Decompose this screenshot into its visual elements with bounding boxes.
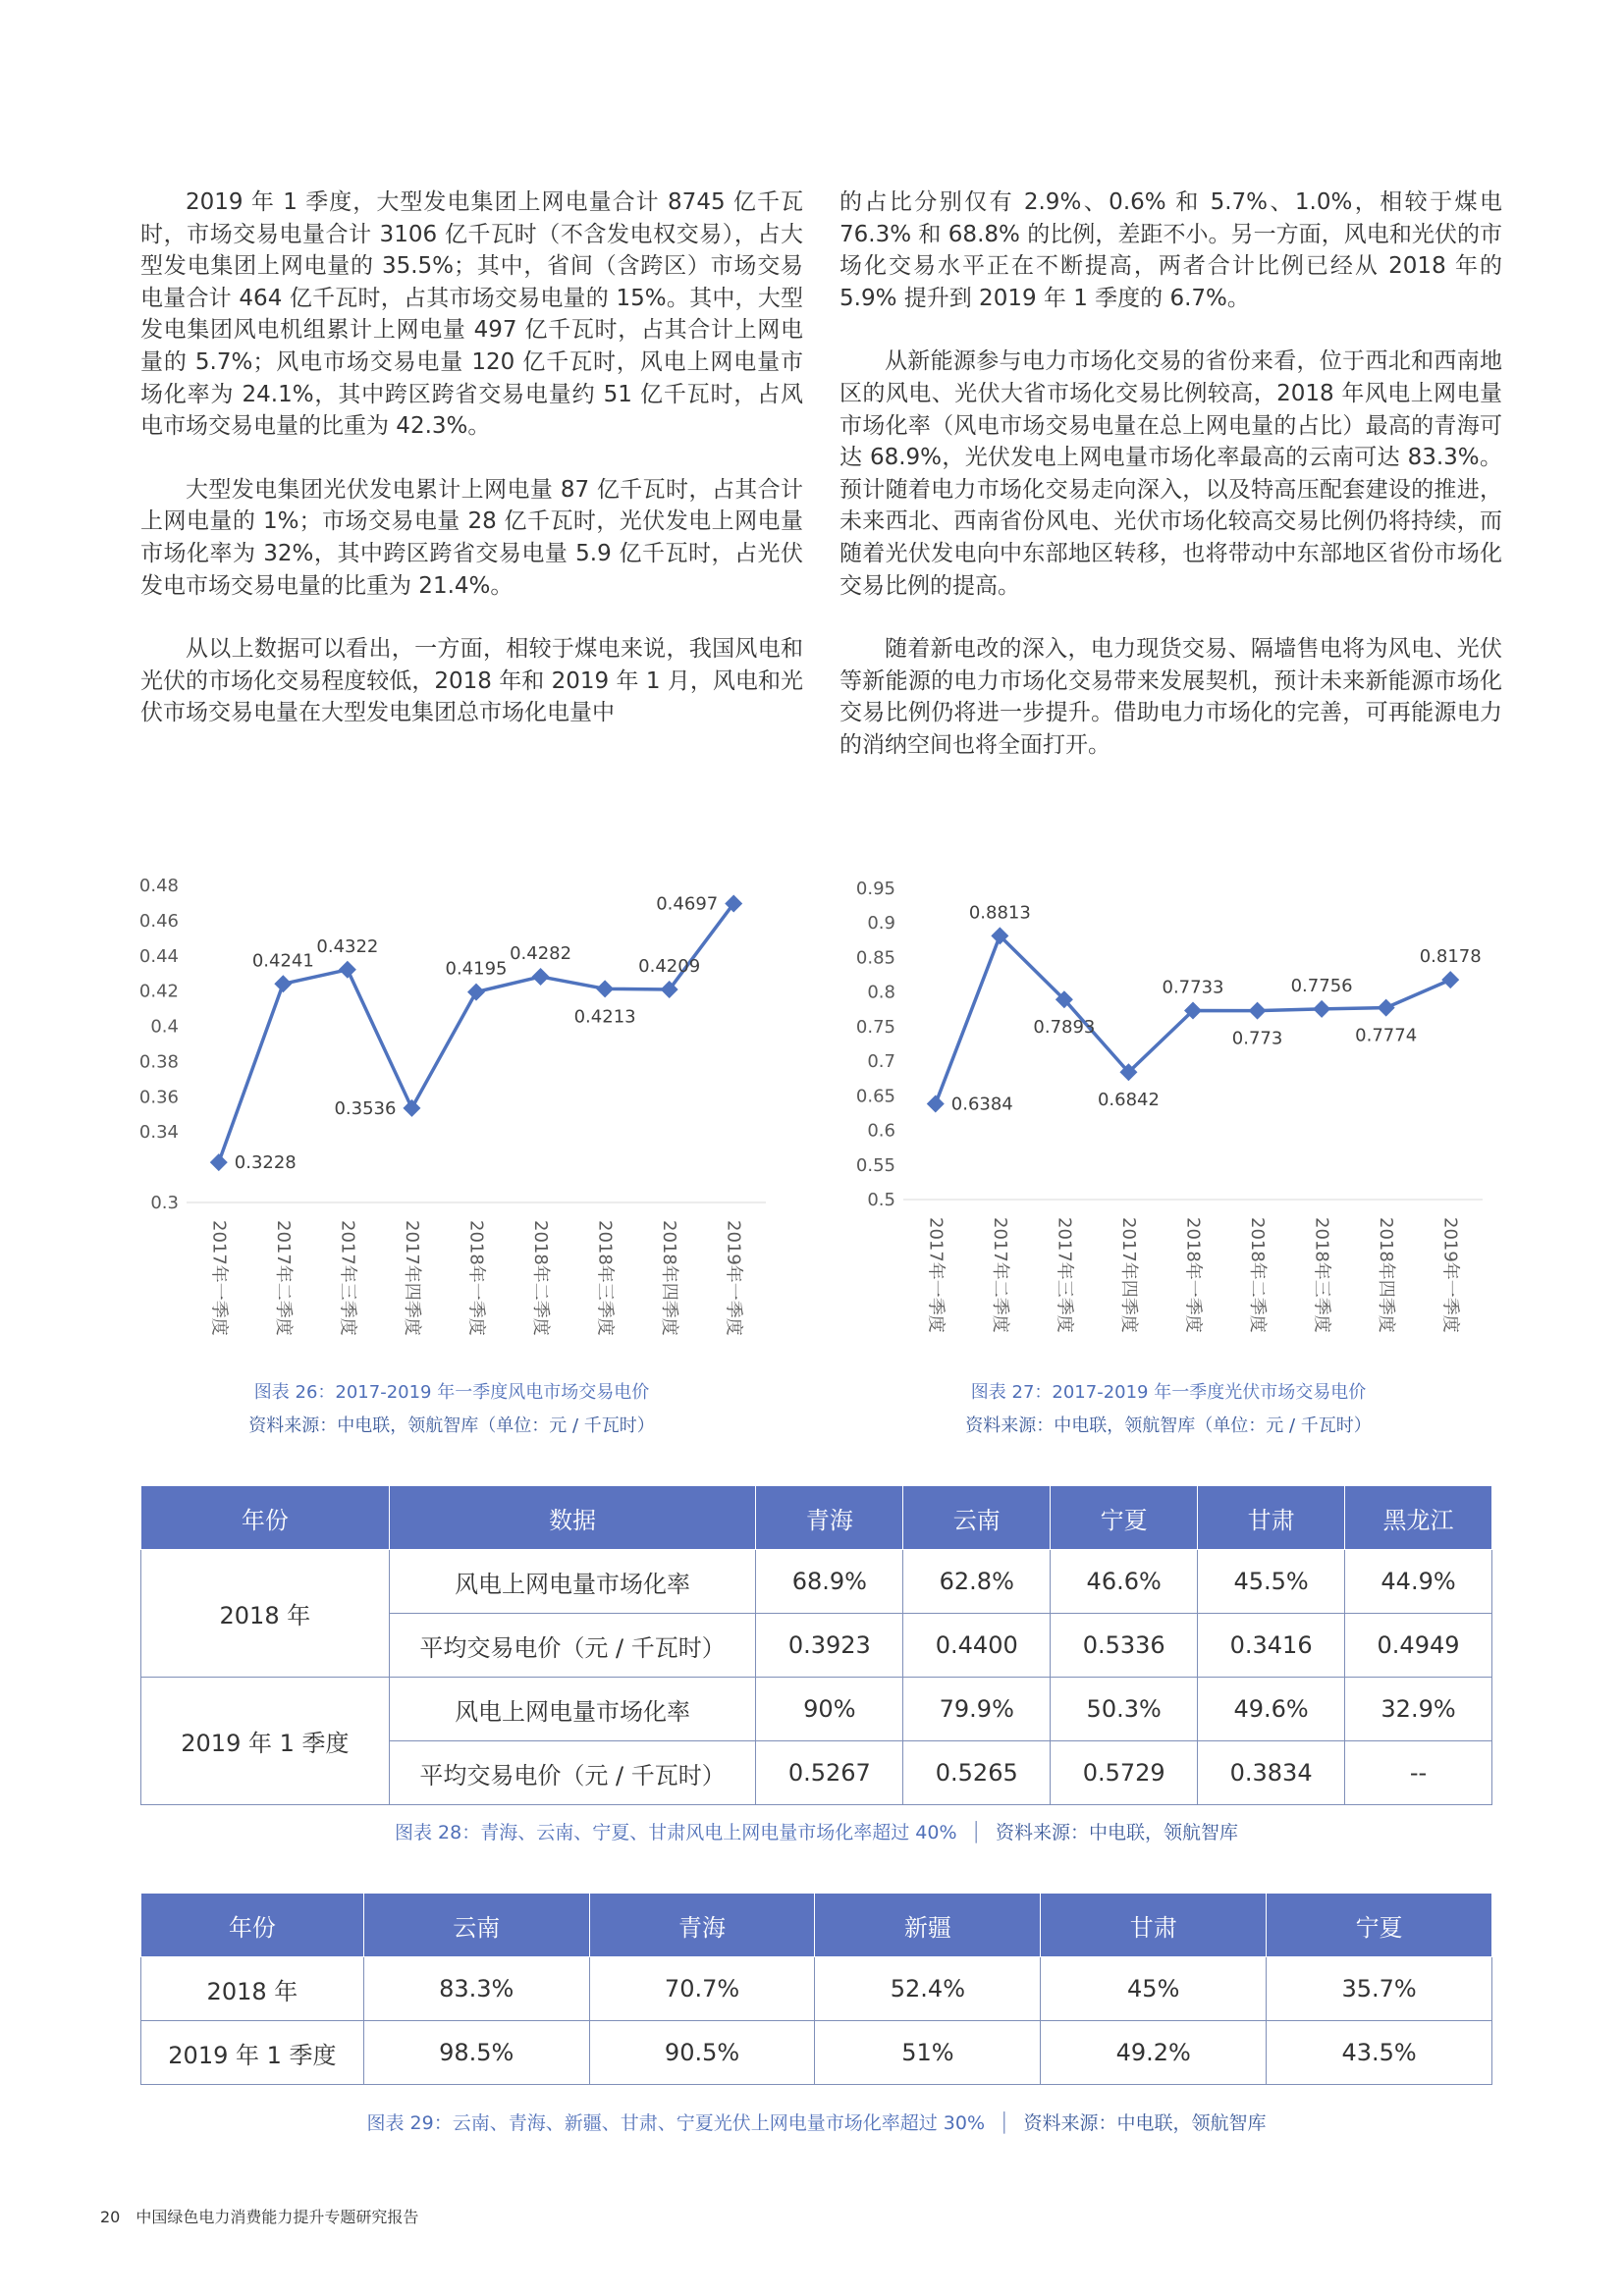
- caption-separator: │: [970, 1822, 982, 1843]
- paragraph: 的占比分别仅有 2.9%、0.6% 和 5.7%、1.0%，相较于煤电 76.3% 和 68.8% 的比例，差距不小。另一方面，风电和光伏的市场化交易水平正在不断提高，两者合计比例已经从 2018 年的 5.9% 提升到 2019 年 1 季度的 6.7%。: [839, 189, 1502, 311]
- table-header: 年份: [141, 1486, 390, 1550]
- data-point: [596, 980, 614, 997]
- table-header: 甘肃: [1041, 1894, 1267, 1957]
- data-point: [1378, 999, 1395, 1017]
- y-tick-label: 0.55: [855, 1154, 895, 1176]
- table-header: 甘肃: [1198, 1486, 1345, 1550]
- y-tick-label: 0.5: [867, 1190, 895, 1210]
- x-tick-label: 2017年二季度: [272, 1220, 294, 1336]
- year-cell: 2019 年 1 季度: [141, 2021, 364, 2085]
- x-tick-label: 2018年三季度: [594, 1220, 616, 1336]
- table-header-row: [141, 1486, 1492, 1550]
- table-header-row: [141, 1894, 1492, 1957]
- solar-price-chart-svg: [844, 864, 1512, 1374]
- page-footer: [100, 2205, 418, 2227]
- value-cell: 45.5%: [1198, 1550, 1345, 1614]
- chart26-source: 资料来源：中电联，领航智库（单位：元 / 千瓦时）: [248, 1415, 655, 1436]
- data-label: 0.3536: [334, 1097, 397, 1119]
- x-tick-label: 2017年三季度: [337, 1220, 358, 1336]
- value-cell: 49.2%: [1041, 2021, 1267, 2085]
- value-cell: 51%: [815, 2021, 1041, 2085]
- year-cell: 2018 年: [141, 1957, 364, 2021]
- value-cell: 0.5265: [903, 1741, 1051, 1805]
- x-tick-label: 2018年一季度: [1182, 1217, 1204, 1333]
- data-label: 0.4241: [251, 950, 314, 972]
- x-tick-label: 2017年三季度: [1054, 1217, 1075, 1333]
- value-cell: 0.3923: [756, 1614, 903, 1678]
- y-tick-label: 0.7: [867, 1051, 895, 1073]
- x-tick-label: 2019年一季度: [1439, 1217, 1461, 1333]
- x-tick-label: 2017年一季度: [208, 1220, 230, 1336]
- data-label: 0.4195: [445, 958, 508, 980]
- data-point: [403, 1099, 420, 1117]
- data-label: 0.3228: [234, 1152, 297, 1174]
- data-point: [339, 961, 356, 979]
- y-tick-label: 0.65: [855, 1086, 895, 1107]
- data-point: [927, 1095, 945, 1113]
- value-cell: 79.9%: [903, 1678, 1051, 1741]
- table-header: 宁夏: [1051, 1486, 1198, 1550]
- paragraph: 大型发电集团光伏发电累计上网电量 87 亿千瓦时，占其合计上网电量的 1%；市场交易电量 28 亿千瓦时，光伏发电上网电量市场化率为 32%，其中跨区跨省交易电量 5.9 亿千瓦时，占光伏发电市场交易电量的比重为 21.4%。: [140, 476, 803, 599]
- y-tick-label: 0.48: [138, 876, 179, 896]
- chart27-caption: [864, 1376, 1473, 1443]
- y-tick-label: 0.3: [150, 1193, 179, 1213]
- data-label: 0.7756: [1290, 975, 1353, 996]
- data-label: 0.6842: [1097, 1090, 1160, 1111]
- table29-title: 图表 29：云南、青海、新疆、甘肃、宁夏光伏上网电量市场化率超过 30%: [366, 2112, 986, 2134]
- y-tick-label: 0.6: [867, 1120, 895, 1142]
- value-cell: 49.6%: [1198, 1678, 1345, 1741]
- paragraph: 从以上数据可以看出，一方面，相较于煤电来说，我国风电和光伏的市场化交易程度较低，2018 年和 2019 年 1 月，风电和光伏市场交易电量在大型发电集团总市场化电量中: [140, 636, 803, 726]
- value-cell: 52.4%: [815, 1957, 1041, 2021]
- wind-price-chart: [128, 864, 795, 1374]
- data-point: [1441, 971, 1459, 988]
- series-line: [219, 903, 733, 1162]
- solar-price-chart: [844, 864, 1512, 1374]
- data-label: 0.4697: [656, 893, 719, 915]
- value-cell: 0.3416: [1198, 1614, 1345, 1678]
- value-cell: 90%: [756, 1678, 903, 1741]
- data-label: 0.4282: [510, 942, 572, 964]
- solar-province-table: [140, 1893, 1492, 2085]
- table-row: [141, 1550, 1492, 1614]
- table-row: [141, 1957, 1492, 2021]
- value-cell: 32.9%: [1345, 1678, 1492, 1741]
- table-header: 青海: [589, 1894, 815, 1957]
- value-cell: 35.7%: [1267, 1957, 1492, 2021]
- value-cell: 0.4400: [903, 1614, 1051, 1678]
- x-tick-label: 2017年四季度: [1117, 1217, 1139, 1333]
- table-row: [141, 2021, 1492, 2085]
- data-label: 0.773: [1231, 1028, 1283, 1049]
- value-cell: 45%: [1041, 1957, 1267, 2021]
- value-cell: 62.8%: [903, 1550, 1051, 1614]
- page-number: 20: [100, 2208, 121, 2226]
- data-label: 0.4322: [316, 935, 379, 957]
- data-point: [210, 1153, 228, 1171]
- data-label: 0.6384: [950, 1094, 1013, 1115]
- table-header: 云南: [363, 1894, 589, 1957]
- x-tick-label: 2018年四季度: [659, 1220, 680, 1336]
- x-tick-label: 2018年三季度: [1311, 1217, 1332, 1333]
- x-tick-label: 2017年四季度: [401, 1220, 422, 1336]
- y-tick-label: 0.8: [867, 982, 895, 1003]
- table28-caption: [140, 1818, 1492, 1844]
- table-header: 年份: [141, 1894, 364, 1957]
- y-tick-label: 0.44: [138, 945, 179, 967]
- data-label: 0.7733: [1162, 977, 1224, 998]
- series-line: [936, 935, 1450, 1103]
- text-column-left: [140, 187, 803, 761]
- data-label: 0.8813: [968, 902, 1031, 924]
- metric-cell: 风电上网电量市场化率: [389, 1550, 756, 1614]
- table29-caption: [140, 2109, 1492, 2135]
- x-tick-label: 2018年四季度: [1376, 1217, 1397, 1333]
- x-tick-label: 2017年一季度: [925, 1217, 947, 1333]
- value-cell: 98.5%: [363, 2021, 589, 2085]
- x-tick-label: 2018年二季度: [530, 1220, 552, 1336]
- value-cell: 90.5%: [589, 2021, 815, 2085]
- value-cell: 50.3%: [1051, 1678, 1198, 1741]
- metric-cell: 风电上网电量市场化率: [389, 1678, 756, 1741]
- value-cell: 44.9%: [1345, 1550, 1492, 1614]
- data-point: [1313, 1000, 1330, 1018]
- y-tick-label: 0.46: [138, 910, 179, 932]
- y-tick-label: 0.36: [138, 1087, 179, 1108]
- value-cell: 0.5267: [756, 1741, 903, 1805]
- table28-title: 图表 28：青海、云南、宁夏、甘肃风电上网电量市场化率超过 40%: [395, 1822, 957, 1843]
- paragraph: 从新能源参与电力市场化交易的省份来看，位于西北和西南地区的风电、光伏大省市场化交易比例较高，2018 年风电上网电量市场化率（风电市场交易电量在总上网电量的占比）最高的青海可达 68.9%，光伏发电上网电量市场化率最高的云南可达 83.3%。预计随着电力市场化交易走向深入，以及特高压配套建设的推进，未来西北、西南省份风电、光伏市场化较高交易比例仍将持续，而随着光伏发电向中东部地区转移，也将带动中东部地区省份市场化交易比例的提高。: [839, 348, 1502, 599]
- year-cell: 2019 年 1 季度: [141, 1678, 390, 1805]
- data-label: 0.4213: [573, 1006, 636, 1028]
- data-label: 0.7774: [1355, 1025, 1418, 1046]
- y-tick-label: 0.85: [855, 947, 895, 969]
- y-tick-label: 0.42: [138, 981, 179, 1002]
- data-label: 0.7893: [1033, 1017, 1096, 1039]
- paragraph: 随着新电改的深入，电力现货交易、隔墙售电将为风电、光伏等新能源的电力市场化交易带来发展契机，预计未来新能源市场化交易比例仍将进一步提升。借助电力市场化的完善，可再能源电力的消纳空间也将全面打开。: [839, 636, 1502, 758]
- chart26-title: 图表 26：2017-2019 年一季度风电市场交易电价: [253, 1382, 650, 1403]
- chart27-title: 图表 27：2017-2019 年一季度光伏市场交易电价: [970, 1382, 1367, 1403]
- report-title: 中国绿色电力消费能力提升专题研究报告: [135, 2208, 419, 2226]
- table-header: 云南: [903, 1486, 1051, 1550]
- y-tick-label: 0.4: [150, 1016, 179, 1038]
- y-tick-label: 0.38: [138, 1051, 179, 1073]
- table-row: [141, 1678, 1492, 1741]
- value-cell: 0.4949: [1345, 1614, 1492, 1678]
- table-header: 数据: [389, 1486, 756, 1550]
- table-header: 黑龙江: [1345, 1486, 1492, 1550]
- value-cell: --: [1345, 1741, 1492, 1805]
- x-tick-label: 2018年一季度: [465, 1220, 487, 1336]
- wind-province-table: [140, 1485, 1492, 1805]
- data-point: [274, 975, 292, 992]
- data-point: [467, 984, 485, 1001]
- x-tick-label: 2018年二季度: [1247, 1217, 1269, 1333]
- metric-cell: 平均交易电价（元 / 千瓦时）: [389, 1741, 756, 1805]
- caption-separator: │: [999, 2112, 1010, 2134]
- value-cell: 70.7%: [589, 1957, 815, 2021]
- paragraph: 2019 年 1 季度，大型发电集团上网电量合计 8745 亿千瓦时，市场交易电量合计 3106 亿千瓦时（不含发电权交易），占大型发电集团上网电量的 35.5%；其中，省间（含跨区）市场交易电量合计 464 亿千瓦时，占其市场交易电量的 15%。其中，大型发电集团风电机组累计上网电量 497 亿千瓦时，占其合计上网电量的 5.7%；风电市场交易电量 120 亿千瓦时，风电上网电量市场化率为 24.1%，其中跨区跨省交易电量约 51 亿千瓦时，占风电市场交易电量的比重为 42.3%。: [140, 189, 803, 440]
- data-label: 0.8178: [1419, 946, 1482, 968]
- value-cell: 0.5729: [1051, 1741, 1198, 1805]
- chart27-source: 资料来源：中电联，领航智库（单位：元 / 千瓦时）: [965, 1415, 1372, 1436]
- chart26-caption: [147, 1376, 756, 1443]
- data-label: 0.4209: [638, 956, 701, 978]
- y-tick-label: 0.75: [855, 1016, 895, 1038]
- x-tick-label: 2017年二季度: [989, 1217, 1010, 1333]
- table29-source: 资料来源：中电联，领航智库: [1023, 2112, 1267, 2134]
- value-cell: 43.5%: [1267, 2021, 1492, 2085]
- value-cell: 46.6%: [1051, 1550, 1198, 1614]
- year-cell: 2018 年: [141, 1550, 390, 1678]
- value-cell: 83.3%: [363, 1957, 589, 2021]
- table-header: 宁夏: [1267, 1894, 1492, 1957]
- metric-cell: 平均交易电价（元 / 千瓦时）: [389, 1614, 756, 1678]
- wind-price-chart-svg: [128, 864, 795, 1374]
- value-cell: 68.9%: [756, 1550, 903, 1614]
- value-cell: 0.5336: [1051, 1614, 1198, 1678]
- table28-source: 资料来源：中电联，领航智库: [995, 1822, 1238, 1843]
- data-point: [532, 968, 550, 986]
- y-tick-label: 0.34: [138, 1122, 179, 1144]
- table-header: 青海: [756, 1486, 903, 1550]
- y-tick-label: 0.9: [867, 913, 895, 934]
- text-column-right: [839, 187, 1502, 793]
- data-point: [1249, 1002, 1267, 1020]
- table-header: 新疆: [815, 1894, 1041, 1957]
- value-cell: 0.3834: [1198, 1741, 1345, 1805]
- y-tick-label: 0.95: [855, 879, 895, 899]
- x-tick-label: 2019年一季度: [723, 1220, 744, 1336]
